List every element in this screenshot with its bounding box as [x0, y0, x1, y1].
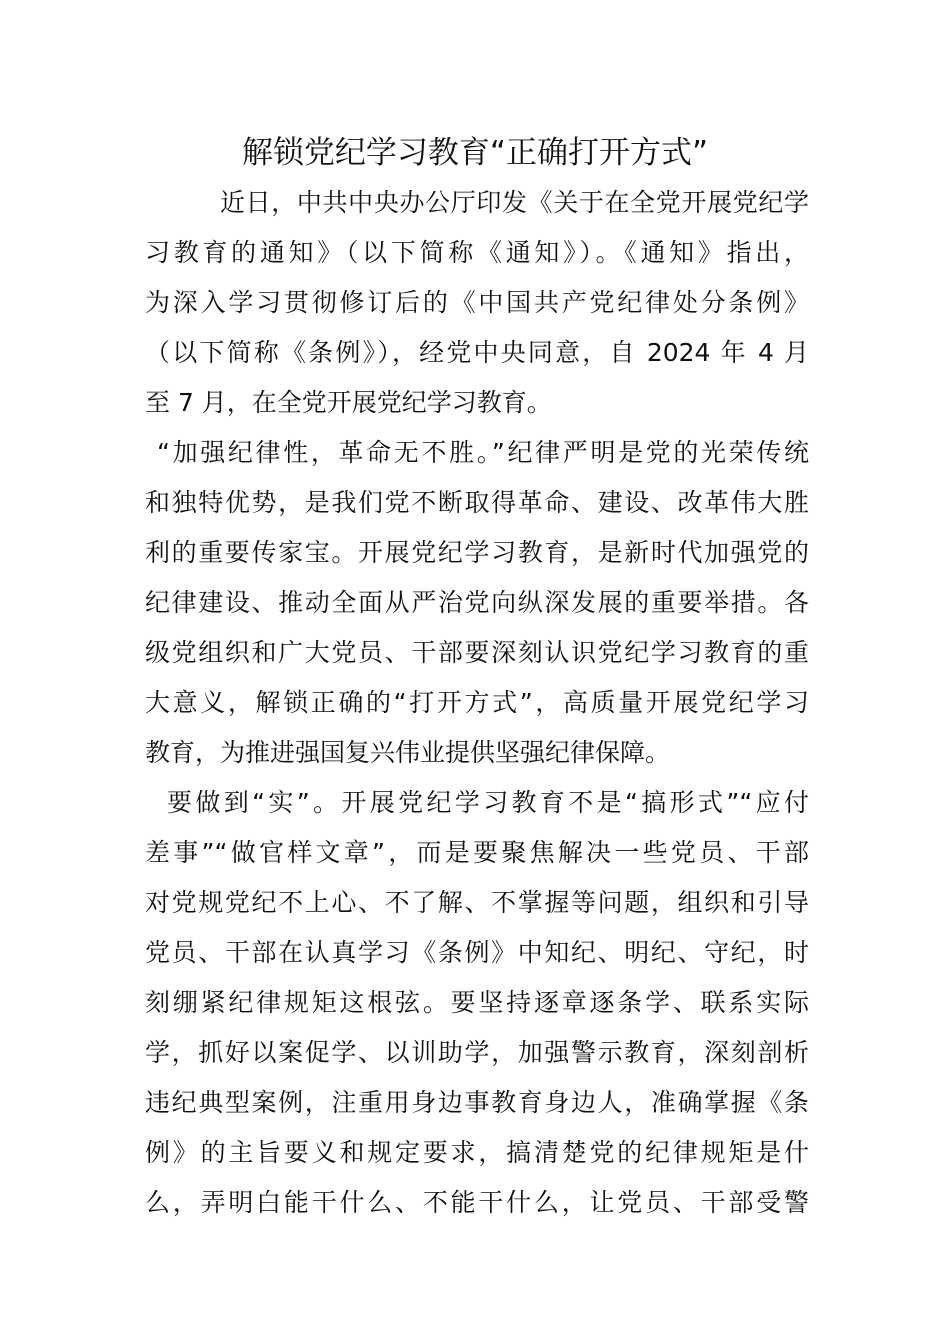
paragraph-line: 党员、干部在认真学习《条例》中知纪、明纪、守纪，时 — [145, 938, 809, 967]
paragraph-line: 大意义，解锁正确的“打开方式”，高质量开展党纪学习 — [145, 688, 809, 717]
document-title: 解锁党纪学习教育“正确打开方式” — [241, 135, 709, 171]
paragraph-line: 违纪典型案例，注重用身边事教育身边人，准确掌握《条 — [145, 1088, 809, 1117]
paragraph-1 — [145, 178, 809, 428]
paragraph-line: 近日，中共中央办公厅印发《关于在全党开展党纪学 — [220, 188, 809, 217]
paragraph-line: “加强纪律性，革命无不胜。”纪律严明是党的光荣传统 — [157, 438, 809, 467]
paragraph-line: 学，抓好以案促学、以训助学，加强警示教育，深刻剖析 — [145, 1038, 809, 1067]
paragraph-line: （以下简称《条例》），经党中央同意，自 2024 年 4 月 — [145, 338, 809, 367]
paragraph-line: 例》的主旨要义和规定要求，搞清楚党的纪律规矩是什 — [145, 1138, 809, 1167]
paragraph-line: 习教育的通知》（以下简称《通知》）。《通知》指出， — [145, 238, 809, 267]
paragraph-3 — [145, 778, 809, 1228]
paragraph-line: 和独特优势，是我们党不断取得革命、建设、改革伟大胜 — [145, 488, 809, 517]
paragraph-line: 为深入学习贯彻修订后的《中国共产党纪律处分条例》 — [145, 288, 809, 317]
paragraph-line: 教育，为推进强国复兴伟业提供坚强纪律保障。 — [145, 738, 671, 767]
paragraph-line: 级党组织和广大党员、干部要深刻认识党纪学习教育的重 — [145, 638, 809, 667]
paragraph-line: 刻绷紧纪律规矩这根弦。要坚持逐章逐条学、联系实际 — [145, 988, 809, 1017]
document-body — [145, 178, 809, 1228]
paragraph-line: 差事”“做官样文章”，而是要聚焦解决一些党员、干部 — [145, 838, 809, 867]
paragraph-line: 利的重要传家宝。开展党纪学习教育，是新时代加强党的 — [145, 538, 809, 567]
paragraph-line: 纪律建设、推动全面从严治党向纵深发展的重要举措。各 — [145, 588, 809, 617]
paragraph-line: 至 7 月，在全党开展党纪学习教育。 — [145, 388, 552, 417]
paragraph-line: 要做到“实”。开展党纪学习教育不是“搞形式”“应付 — [167, 788, 809, 817]
paragraph-2 — [145, 428, 809, 778]
paragraph-line: 么，弄明白能干什么、不能干什么，让党员、干部受警 — [145, 1188, 809, 1217]
paragraph-line: 对党规党纪不上心、不了解、不掌握等问题，组织和引导 — [145, 888, 809, 917]
